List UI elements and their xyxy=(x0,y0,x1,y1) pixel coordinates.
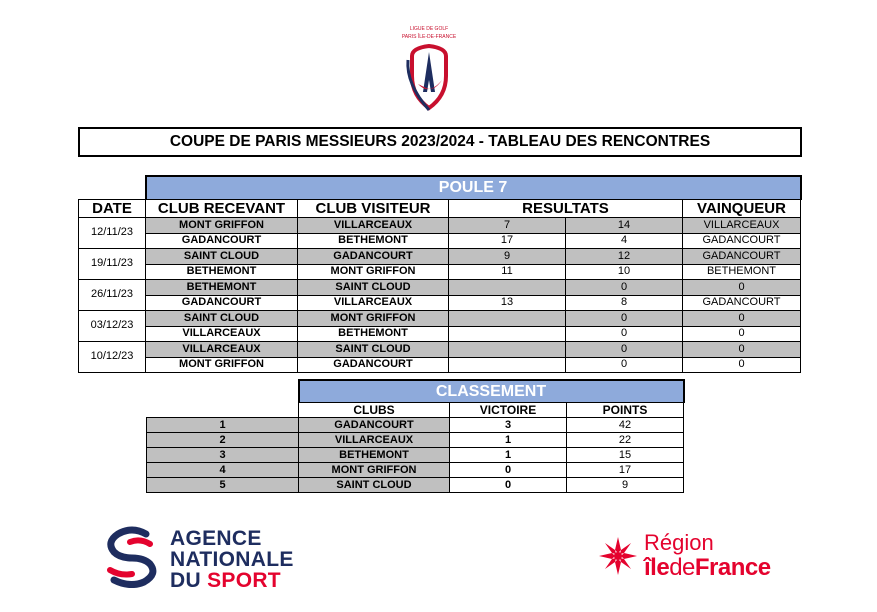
match-winner: GADANCOURT xyxy=(683,233,801,249)
match-home: GADANCOURT xyxy=(146,295,298,311)
match-away: GADANCOURT xyxy=(298,249,449,265)
rank-victoire: 1 xyxy=(450,433,567,448)
match-winner: 0 xyxy=(683,342,801,358)
match-home: BETHEMONT xyxy=(146,280,298,296)
rank-victoire: 0 xyxy=(450,478,567,493)
ans-line2: NATIONALE xyxy=(170,548,294,571)
rank-victoire: 0 xyxy=(450,463,567,478)
match-score-away: 0 xyxy=(566,342,683,358)
header-away: CLUB VISITEUR xyxy=(298,200,449,218)
header-home: CLUB RECEVANT xyxy=(146,200,298,218)
ranking-row xyxy=(147,448,684,463)
match-away: VILLARCEAUX xyxy=(298,218,449,234)
rank-position: 3 xyxy=(147,448,299,463)
match-score-away: 4 xyxy=(566,233,683,249)
ans-line1: AGENCE xyxy=(170,527,262,550)
rank-points: 9 xyxy=(567,478,684,493)
ranking-row xyxy=(147,433,684,448)
match-score-home: 11 xyxy=(449,264,566,280)
rank-club: SAINT CLOUD xyxy=(299,478,450,493)
match-away: BETHEMONT xyxy=(298,326,449,342)
idf-de: de xyxy=(669,554,695,581)
round-date: 10/12/23 xyxy=(79,342,146,373)
match-score-away: 14 xyxy=(566,218,683,234)
ranking-row xyxy=(147,463,684,478)
rank-club: GADANCOURT xyxy=(299,418,450,433)
match-score-away: 10 xyxy=(566,264,683,280)
round-date: 19/11/23 xyxy=(79,249,146,280)
match-winner: 0 xyxy=(683,311,801,327)
match-score-home: 17 xyxy=(449,233,566,249)
match-winner: GADANCOURT xyxy=(683,249,801,265)
poule-name: POULE 7 xyxy=(146,176,801,200)
match-score-home xyxy=(449,326,566,342)
rank-victoire: 1 xyxy=(450,448,567,463)
match-score-home xyxy=(449,280,566,296)
idf-france: France xyxy=(694,554,771,581)
rank-club: VILLARCEAUX xyxy=(299,433,450,448)
header-victoire: VICTOIRE xyxy=(450,403,567,418)
match-winner: BETHEMONT xyxy=(683,264,801,280)
match-winner: VILLARCEAUX xyxy=(683,218,801,234)
rank-position: 5 xyxy=(147,478,299,493)
header-results: RESULTATS xyxy=(449,200,683,218)
ranking-row xyxy=(147,418,684,433)
page-title: COUPE DE PARIS MESSIEURS 2023/2024 - TABLEAU DES RENCONTRES xyxy=(78,127,802,157)
header-date: DATE xyxy=(79,200,146,218)
match-score-home: 9 xyxy=(449,249,566,265)
classement-title: CLASSEMENT xyxy=(299,380,684,403)
header-clubs: CLUBS xyxy=(299,403,450,418)
match-away: BETHEMONT xyxy=(298,233,449,249)
match-score-home xyxy=(449,311,566,327)
match-home: MONT GRIFFON xyxy=(146,218,298,234)
match-score-away: 0 xyxy=(566,357,683,373)
rank-points: 42 xyxy=(567,418,684,433)
rank-club: MONT GRIFFON xyxy=(299,463,450,478)
match-away: SAINT CLOUD xyxy=(298,342,449,358)
match-away: VILLARCEAUX xyxy=(298,295,449,311)
match-home: BETHEMONT xyxy=(146,264,298,280)
ans-logo xyxy=(100,524,320,592)
match-score-away: 0 xyxy=(566,280,683,296)
header-points: POINTS xyxy=(567,403,684,418)
match-home: MONT GRIFFON xyxy=(146,357,298,373)
match-winner: 0 xyxy=(683,326,801,342)
ans-line3b: SPORT xyxy=(207,569,281,592)
logo-top-line1: LIGUE DE GOLF xyxy=(409,26,449,32)
match-winner: 0 xyxy=(683,357,801,373)
match-away: MONT GRIFFON xyxy=(298,311,449,327)
rank-position: 2 xyxy=(147,433,299,448)
match-score-away: 0 xyxy=(566,326,683,342)
idf-ile: île xyxy=(644,554,670,581)
rank-points: 22 xyxy=(567,433,684,448)
star-icon xyxy=(598,536,638,576)
match-home: VILLARCEAUX xyxy=(146,326,298,342)
match-home: VILLARCEAUX xyxy=(146,342,298,358)
round-date: 03/12/23 xyxy=(79,311,146,342)
match-winner: 0 xyxy=(683,280,801,296)
rank-club: BETHEMONT xyxy=(299,448,450,463)
match-away: GADANCOURT xyxy=(298,357,449,373)
poule-table xyxy=(78,175,802,373)
match-score-home xyxy=(449,357,566,373)
classement-table xyxy=(146,379,685,493)
rank-victoire: 3 xyxy=(450,418,567,433)
match-score-away: 12 xyxy=(566,249,683,265)
match-winner: GADANCOURT xyxy=(683,295,801,311)
ligue-golf-logo xyxy=(398,22,460,114)
rank-points: 15 xyxy=(567,448,684,463)
match-away: SAINT CLOUD xyxy=(298,280,449,296)
round-date: 26/11/23 xyxy=(79,280,146,311)
match-away: MONT GRIFFON xyxy=(298,264,449,280)
ans-s-icon xyxy=(100,524,164,588)
match-home: SAINT CLOUD xyxy=(146,311,298,327)
idf-region-label: Région xyxy=(644,530,714,555)
match-score-home: 13 xyxy=(449,295,566,311)
match-score-away: 0 xyxy=(566,311,683,327)
ans-line3a: DU xyxy=(170,569,208,592)
header-winner: VAINQUEUR xyxy=(683,200,801,218)
rank-position: 4 xyxy=(147,463,299,478)
match-home: GADANCOURT xyxy=(146,233,298,249)
match-score-away: 8 xyxy=(566,295,683,311)
match-score-home xyxy=(449,342,566,358)
match-home: SAINT CLOUD xyxy=(146,249,298,265)
ranking-row xyxy=(147,478,684,493)
logo-top-line2: PARIS ÎLE-DE-FRANCE xyxy=(401,34,457,40)
rank-position: 1 xyxy=(147,418,299,433)
round-date: 12/11/23 xyxy=(79,218,146,249)
match-score-home: 7 xyxy=(449,218,566,234)
rank-points: 17 xyxy=(567,463,684,478)
idf-logo xyxy=(598,528,803,588)
